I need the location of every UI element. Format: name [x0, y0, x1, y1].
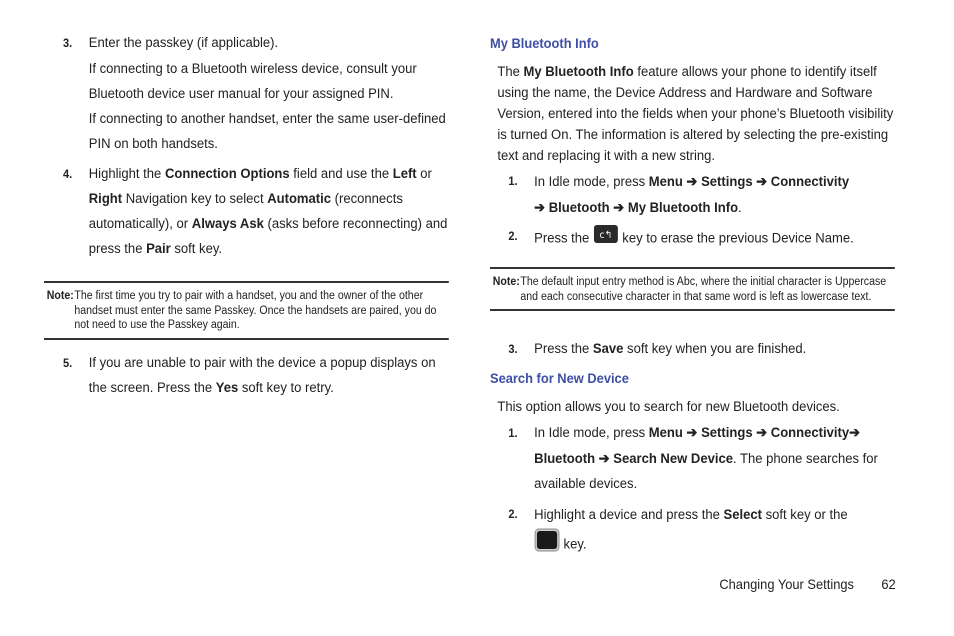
- step-1b-right: [508, 421, 894, 498]
- step-text: If connecting to another handset, enter the same user-defined PIN on both handsets.: [88, 111, 446, 152]
- step-number: 1.: [508, 426, 518, 440]
- step-text: Highlight a device and press the Select soft key or the key.: [534, 502, 895, 561]
- step-text: Highlight the Connection Options field and use the Left or Right Navigation key to select Automatic (reconnects automatically), or Always Ask (asks before reconnecting) and press the Pair soft key.: [88, 166, 448, 257]
- footer-section-title: Changing Your Settings: [719, 576, 855, 592]
- step-number: 5.: [63, 356, 73, 370]
- section-heading-search-new-device: Search for New Device: [490, 370, 629, 386]
- note-label: Note:: [46, 290, 74, 302]
- left-column-lower: [63, 351, 449, 401]
- page-number: 62: [881, 576, 896, 592]
- intro-paragraph: The My Bluetooth Info feature allows your phone to identify itself using the name, the Device Address and Hardware and Software Version, entered into the fields when your phone’s Bluetooth visibility is turned On. The information is altered by selecting the pre-existing text and replacing it with a new string.: [497, 64, 894, 164]
- step-number: 3.: [508, 342, 518, 356]
- step-number: 2.: [508, 506, 518, 521]
- note-box-left: [44, 281, 449, 340]
- note-box-right: [490, 267, 895, 311]
- right-column-lower: [490, 337, 895, 561]
- step-1-right: [508, 169, 894, 221]
- note-label: Note:: [492, 276, 520, 288]
- step-text: In Idle mode, press Menu ➔ Settings ➔ Connectivity ➔ Bluetooth ➔ My Bluetooth Info.: [534, 174, 850, 216]
- step-5-left: [63, 351, 449, 401]
- clear-key-icon: [593, 224, 619, 253]
- step-number: 4.: [63, 167, 73, 181]
- step-text: Press the Save soft key when you are finished.: [534, 341, 807, 357]
- step-2b-right: [508, 502, 894, 561]
- left-column: [63, 31, 449, 262]
- step-number: 1.: [508, 174, 518, 188]
- svg-text:c↰: c↰: [599, 229, 613, 242]
- step-text: If connecting to a Bluetooth wireless device, consult your Bluetooth device user manual for your assigned PIN.: [88, 61, 417, 102]
- step-2-right: [508, 224, 894, 253]
- right-column: [490, 31, 895, 253]
- step-text: In Idle mode, press Menu ➔ Settings ➔ Connectivity➔ Bluetooth ➔ Search New Device. The phone searches for available devices.: [534, 425, 878, 492]
- step-number: 3.: [63, 36, 73, 50]
- step-text: Enter the passkey (if applicable).: [88, 35, 279, 51]
- step-number: 2.: [508, 229, 518, 243]
- step-text: If you are unable to pair with the device a popup displays on the screen. Press the Yes soft key to retry.: [88, 355, 436, 396]
- page-footer: [720, 576, 896, 592]
- step-text: Press the c↰ key to erase the previous Device Name.: [534, 224, 895, 253]
- note-text: The first time you try to pair with a handset, you and the owner of the other handset must enter the same Passkey. Once the handsets are paired, you do not need to use the Passkey again.: [74, 290, 437, 331]
- section-heading-my-bluetooth-info: My Bluetooth Info: [490, 35, 599, 51]
- step-3-right: [508, 337, 894, 362]
- step-3-left: [63, 31, 449, 157]
- note-text: The default input entry method is Abc, where the initial character is Uppercase and each consecutive character in that same word is left as lowercase text.: [520, 276, 887, 303]
- select-key-icon: [534, 528, 560, 561]
- step-4-left: [63, 162, 449, 262]
- intro-paragraph-2: This option allows you to search for new Bluetooth devices.: [497, 399, 840, 415]
